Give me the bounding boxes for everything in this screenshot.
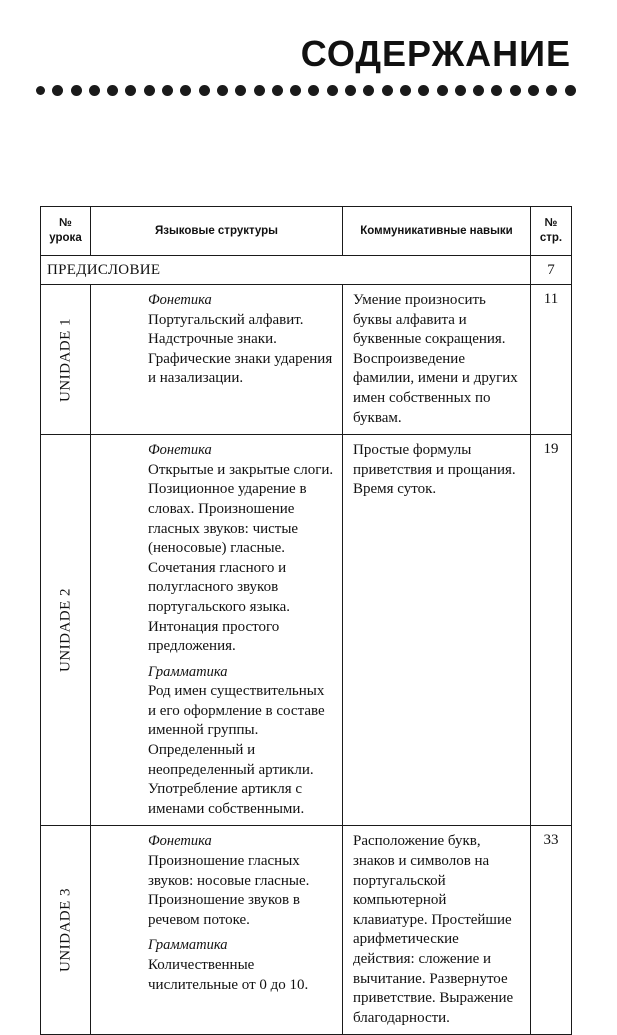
divider-dot: [162, 85, 173, 96]
divider-dot: [89, 85, 100, 96]
contents-table: [40, 206, 572, 1035]
unit-2-phonetics-text: Открытые и закрытые слоги. Позиционное ударение в словах. Произношение гласных звуков: чистые (неносовые) гласные. Сочетания гласного и полугласного звуков португальского языка. Интонация простого предложения.: [148, 461, 334, 655]
header-page-no: № стр.: [531, 207, 572, 256]
divider-dot: [491, 85, 502, 96]
divider-dot: [327, 85, 338, 96]
unit-3-page-cell: [531, 826, 572, 1035]
unit-1-phonetics-title: Фонетика: [148, 292, 212, 308]
divider-dot: [272, 85, 283, 96]
unit-2-grammar-text: Род имен существительных и его оформление в составе именной группы. Определенный и неопределенный артикли. Употребление артикля с именами собственными.: [148, 683, 325, 817]
page-title: СОДЕРЖАНИЕ: [300, 33, 571, 74]
unit-1-structures: [91, 285, 343, 435]
divider-dot: [36, 86, 45, 95]
preface-page: 7: [531, 256, 572, 285]
unit-1-page: 11: [543, 291, 559, 307]
divider-dot: [363, 85, 374, 96]
unit-row-1: [41, 285, 572, 435]
divider-dot: [125, 85, 136, 96]
preface-row: [41, 256, 572, 285]
divider-dot: [144, 85, 155, 96]
unit-2-page: 19: [543, 441, 559, 458]
header-lesson-no: № урока: [41, 207, 91, 256]
preface-label: ПРЕДИСЛОВИЕ: [41, 256, 531, 285]
unit-1-phonetics-text: Португальский алфавит. Надстрочные знаки. Графические знаки ударения и назализации.: [148, 311, 333, 387]
unit-2-structures: [91, 435, 343, 826]
decorative-dots-divider: [36, 82, 576, 98]
divider-dot: [308, 85, 319, 96]
unit-1-cell: [41, 285, 91, 435]
unit-3-grammar-text: Количественные числительные от 0 до 10.: [148, 957, 309, 993]
unit-3-label: UNIDADE 3: [57, 888, 73, 973]
header-communicative-skills: Коммуникативные навыки: [343, 207, 531, 256]
divider-dot: [546, 85, 557, 96]
unit-3-phonetics-title: Фонетика: [148, 833, 212, 850]
unit-3-structures: [91, 826, 343, 1035]
divider-dot: [180, 85, 191, 96]
unit-3-phonetics-text: Произношение гласных звуков: носовые гласные. Произношение звуков в речевом потоке.: [148, 853, 310, 928]
table-header-row: [41, 207, 572, 256]
unit-2-page-cell: [531, 435, 572, 826]
divider-dot: [235, 85, 246, 96]
divider-dot: [290, 85, 301, 96]
divider-dot: [528, 85, 539, 96]
divider-dot: [382, 85, 393, 96]
unit-3-cell: [41, 826, 91, 1035]
divider-dot: [107, 85, 118, 96]
divider-dot: [199, 85, 210, 96]
divider-dot: [437, 85, 448, 96]
divider-dot: [52, 85, 63, 96]
unit-1-communicative: Умение произносить буквы алфавита и буквенные сокращения. Воспроизведение фамилии, имени и других имен собственных по буквам.: [343, 285, 531, 435]
divider-dot: [510, 85, 521, 96]
unit-3-communicative: Расположение букв, знаков и символов на португальской компьютерной клавиатуре. Простейшие арифметические действия: сложение и вычитание. Развернутое приветствие. Выражение благодарности.: [343, 826, 531, 1035]
divider-dot: [473, 85, 484, 96]
divider-dot: [217, 85, 228, 96]
unit-row-2: [41, 435, 572, 826]
unit-2-phonetics-title: Фонетика: [148, 442, 212, 459]
divider-dot: [565, 85, 576, 96]
divider-dot: [418, 85, 429, 96]
unit-2-cell: [41, 435, 91, 826]
divider-dot: [254, 85, 265, 96]
unit-1-page-cell: [531, 285, 572, 435]
unit-3-page: 33: [543, 832, 559, 849]
divider-dot: [345, 85, 356, 96]
unit-row-3: [41, 826, 572, 1035]
unit-1-label: UNIDADE 1: [57, 317, 73, 402]
unit-3-grammar-title: Грамматика: [148, 937, 228, 954]
header-language-structures: Языковые структуры: [91, 207, 343, 256]
unit-2-communicative: Простые формулы приветствия и прощания. Время суток.: [343, 435, 531, 826]
divider-dot: [455, 85, 466, 96]
unit-2-grammar-title: Грамматика: [148, 663, 228, 680]
unit-2-label: UNIDADE 2: [57, 588, 73, 673]
divider-dot: [400, 85, 411, 96]
divider-dot: [71, 85, 82, 96]
